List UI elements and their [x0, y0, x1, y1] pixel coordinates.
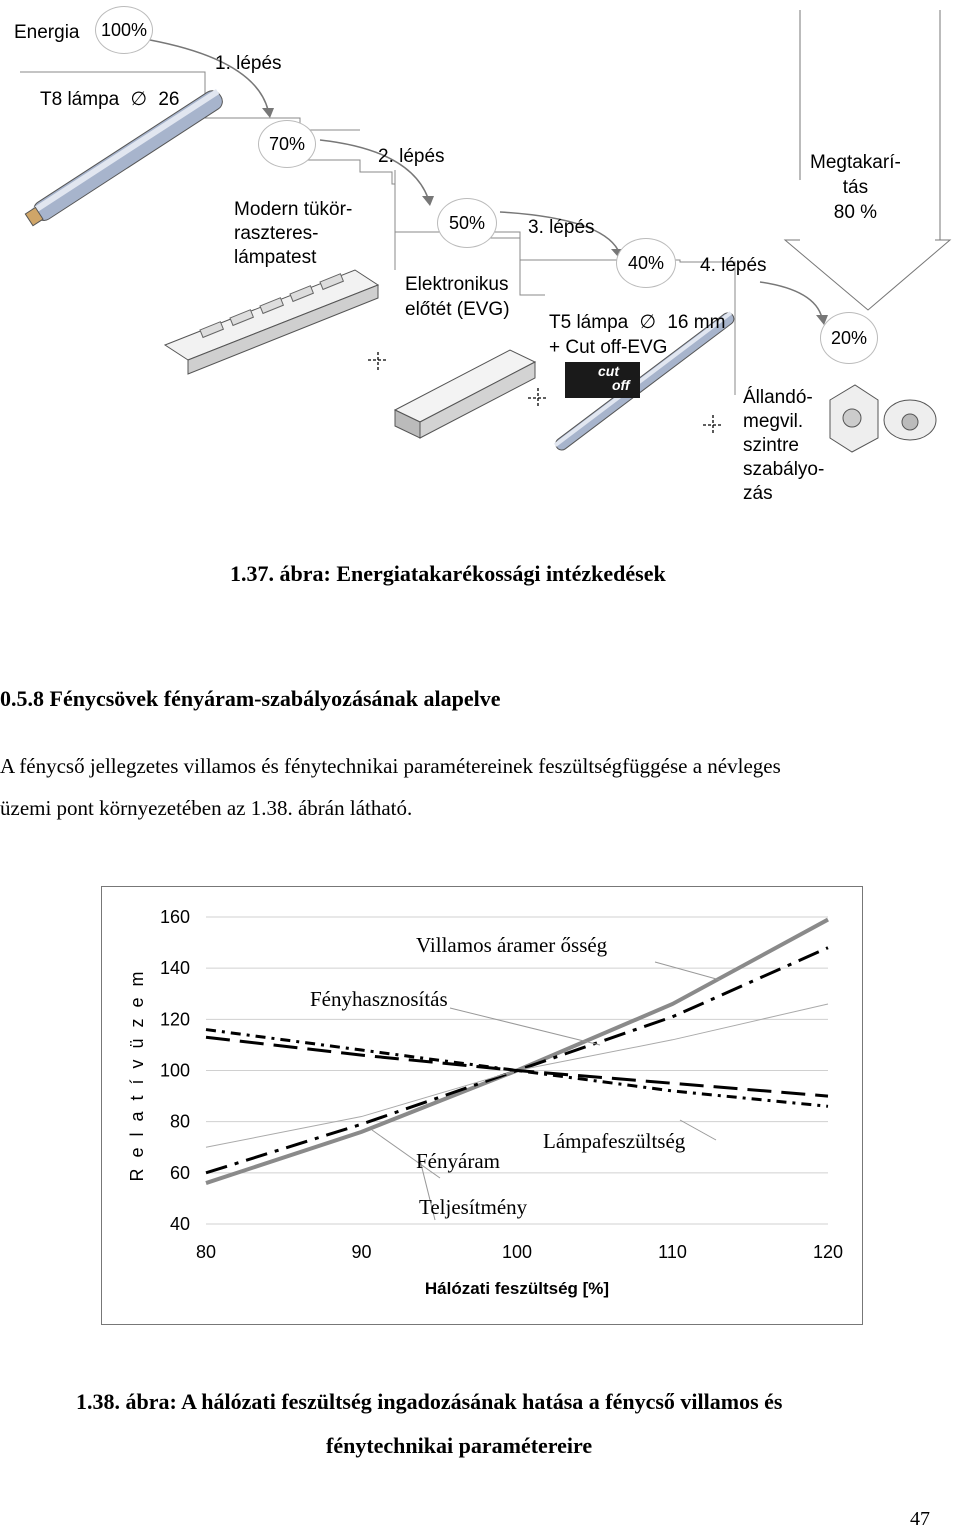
t8-lamp-text: T8 lámpa — [40, 89, 120, 110]
evg-line-2: előtét (EVG) — [405, 299, 510, 320]
figure-caption-2-line-2: fénytechnikai paramétereire — [326, 1433, 593, 1458]
annotation-leader — [450, 1008, 600, 1045]
series-annotation: Fényhasznosítás — [310, 987, 448, 1011]
savings-line-1: Megtakarí- — [810, 152, 901, 173]
control-line-2: megvil. — [743, 411, 804, 432]
control-line-5: zás — [743, 483, 773, 504]
y-tick-label: 120 — [159, 1009, 190, 1030]
page-number: 47 — [910, 1508, 930, 1530]
section-heading: 0.5.8 Fénycsövek fényáram-szabályozásának alapelve — [0, 686, 501, 711]
mirror-line-1: Modern tükör- — [234, 199, 353, 220]
figure-caption-2-line-1: 1.38. ábra: A hálózati feszültség ingadozásának hatása a fénycső villamos és — [76, 1389, 783, 1414]
x-tick-label: 100 — [501, 1242, 533, 1262]
mirror-line-3: lámpatest — [234, 247, 317, 268]
y-tick-label: 140 — [159, 958, 190, 979]
series-annotation: Lámpafeszültség — [543, 1129, 686, 1153]
figure-caption-1: 1.37. ábra: Energiatakarékossági intézkedések — [230, 561, 666, 586]
bubble-40: 40% — [616, 238, 676, 288]
t8-size: 26 — [158, 89, 180, 110]
savings-line-2: tás — [842, 177, 869, 198]
bubble-70: 70% — [258, 120, 316, 168]
x-tick-label: 120 — [812, 1242, 844, 1262]
energy-label: Energia — [14, 22, 80, 43]
t5-size: 16 mm — [667, 312, 726, 333]
step-3-label: 3. lépés — [528, 217, 595, 238]
series-annotation: Villamos áramer ősség — [416, 933, 608, 957]
series-annotation: Teljesítmény — [419, 1195, 528, 1219]
series-line — [206, 1004, 828, 1147]
annotation-leader — [655, 962, 720, 980]
bubble-20: 20% — [820, 312, 878, 364]
control-line-4: szabályo- — [743, 459, 825, 480]
series-annotation: Fényáram — [416, 1149, 500, 1173]
x-tick-label: 110 — [658, 1242, 687, 1262]
y-tick-label: 40 — [169, 1214, 190, 1234]
y-tick-label: 60 — [169, 1162, 190, 1183]
diameter-icon: ∅ — [130, 89, 148, 110]
y-tick-label: 160 — [159, 907, 190, 927]
y-tick-label: 80 — [169, 1111, 190, 1132]
series-line — [206, 1030, 828, 1107]
step-2-label: 2. lépés — [378, 146, 445, 167]
x-tick-label: 90 — [351, 1242, 372, 1262]
bubble-100: 100% — [95, 6, 153, 54]
annotation-leader — [680, 1120, 716, 1140]
paragraph-line-2: üzemi pont környezetében az 1.38. ábrán látható. — [0, 796, 413, 820]
bubble-50: 50% — [437, 198, 497, 248]
t5-lamp-text: T5 lámpa — [549, 312, 629, 333]
x-tick-label: 80 — [195, 1242, 217, 1262]
mirror-line-2: raszteres- — [234, 223, 319, 244]
control-line-1: Állandó- — [743, 387, 813, 408]
y-tick-label: 100 — [159, 1060, 190, 1081]
step-4-label: 4. lépés — [700, 255, 767, 276]
savings-line-3: 80 % — [833, 202, 878, 223]
evg-line-1: Elektronikus — [405, 274, 509, 295]
control-line-3: szintre — [743, 435, 799, 456]
paragraph-line-1: A fénycső jellegzetes villamos és fénytechnikai paramétereinek feszültségfüggése a névleges — [0, 754, 781, 778]
series-line — [206, 1037, 828, 1096]
x-axis-label: Hálózati feszültség [%] — [424, 1279, 610, 1298]
off-text: off — [612, 377, 630, 393]
y-axis-label: R e l a t í v ü z e m — [127, 968, 147, 1182]
step-1-label: 1. lépés — [215, 53, 282, 74]
diameter-icon: ∅ — [639, 312, 657, 333]
series-line — [206, 948, 828, 1173]
t5-line-2: + Cut off-EVG — [549, 337, 668, 358]
cut-text: cut — [598, 363, 619, 379]
